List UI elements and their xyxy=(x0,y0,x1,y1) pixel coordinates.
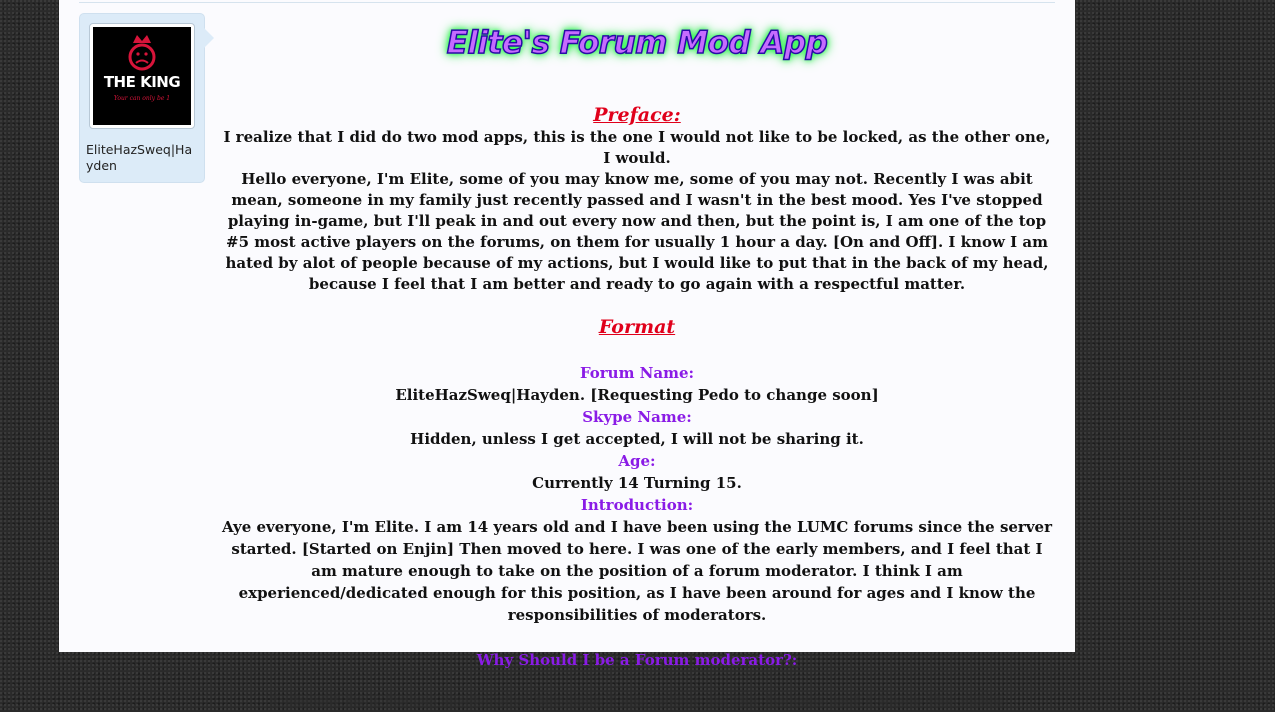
forum-page xyxy=(59,0,1075,710)
why-moderator-label: Why Should I be a Forum moderator?: xyxy=(476,651,798,669)
field-value-age: Currently 14 Turning 15. xyxy=(532,474,742,492)
field-label-age: Age: xyxy=(618,452,656,470)
field-value-skype-name: Hidden, unless I get accepted, I will not be sharing it. xyxy=(410,430,864,448)
post-body xyxy=(221,0,1053,712)
username-link[interactable]: EliteHazSweq|Hayden xyxy=(86,142,193,173)
avatar[interactable] xyxy=(93,27,191,125)
format-heading: Format xyxy=(598,316,676,338)
field-label-forum-name: Forum Name: xyxy=(579,364,695,382)
card-pointer xyxy=(204,28,214,48)
user-info-card xyxy=(79,13,205,183)
why-moderator-answer: I should be a forum moderator because I am active on the forums and I know the rules xyxy=(271,692,1003,710)
field-label-skype-name: Skype Name: xyxy=(582,408,692,426)
field-label-introduction: Introduction: xyxy=(580,496,694,514)
preface-paragraph-2: Hello everyone, I'm Elite, some of you may know me, some of you may not. Recently I was abit mean, someone in my family just recently passed and I wasn't in the best mood. Yes I've stopped playing in-game, but I'll peak in and out every now and then, but the point is, I am one of the top #5 most active players on the forums, on them for usually 1 hour a day. [On and Off]. I know I am hated by alot of people because of my actions, but I would like to put that in the back of my head, because I feel that I am better and ready to go again with a respectful matter. xyxy=(225,170,1049,293)
field-value-forum-name: EliteHazSweq|Hayden. [Requesting Pedo to change soon] xyxy=(395,386,879,404)
avatar-frame[interactable] xyxy=(89,23,195,129)
preface-heading: Preface: xyxy=(593,104,681,126)
avatar-subtitle: Your can only be 1 xyxy=(113,95,171,102)
field-value-introduction: Aye everyone, I'm Elite. I am 14 years old and I have been using the LUMC forums since the server started. [Started on Enjin] Then moved to here. I was one of the early members, and I feel that I am mature enough to take on the position of a forum moderator. I think I am experienced/dedicated enough for this position, as I have been around for ages and I know the responsibilities of moderators. xyxy=(221,518,1053,624)
preface-paragraph-1: I realize that I did do two mod apps, this is the one I would not like to be locked, as the other one, I would. xyxy=(223,128,1051,167)
avatar-title: THE KING xyxy=(103,73,181,91)
post-title-banner: Elite's Forum Mod App xyxy=(446,25,828,61)
